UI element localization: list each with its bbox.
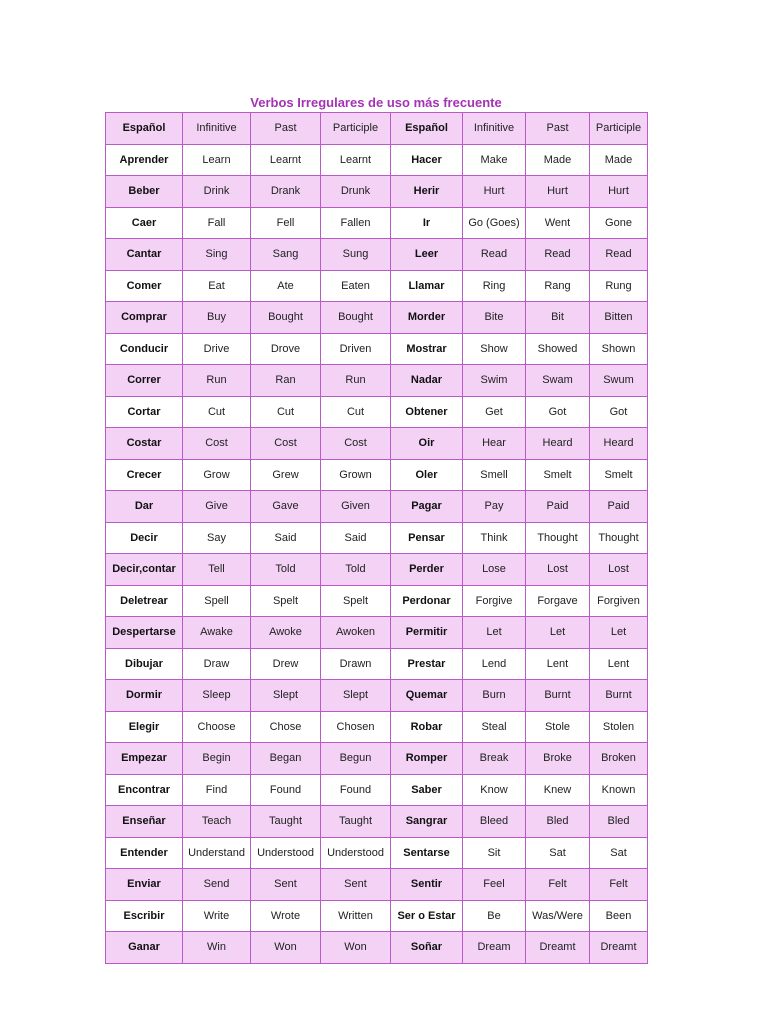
past-cell: Found [251, 774, 321, 806]
participle-cell: Heard [590, 428, 648, 460]
table-row [106, 302, 648, 334]
spanish-verb-cell: Soñar [391, 932, 463, 964]
infinitive-cell: Go (Goes) [463, 207, 526, 239]
table-row [106, 900, 648, 932]
infinitive-cell: Fall [183, 207, 251, 239]
participle-cell: Bled [590, 806, 648, 838]
spanish-verb-cell: Mostrar [391, 333, 463, 365]
participle-cell: Bought [321, 302, 391, 334]
participle-cell: Sent [321, 869, 391, 901]
spanish-verb-cell: Elegir [106, 711, 183, 743]
participle-cell: Gone [590, 207, 648, 239]
spanish-verb-cell: Prestar [391, 648, 463, 680]
spanish-verb-cell: Romper [391, 743, 463, 775]
header-infinitive-cell: Infinitive [183, 113, 251, 145]
spanish-verb-cell: Nadar [391, 365, 463, 397]
participle-cell: Forgiven [590, 585, 648, 617]
past-cell: Showed [526, 333, 590, 365]
spanish-verb-cell: Dar [106, 491, 183, 523]
infinitive-cell: Run [183, 365, 251, 397]
spanish-verb-cell: Obtener [391, 396, 463, 428]
infinitive-cell: Lose [463, 554, 526, 586]
past-cell: Sat [526, 837, 590, 869]
participle-cell: Let [590, 617, 648, 649]
past-cell: Cost [251, 428, 321, 460]
past-cell: Grew [251, 459, 321, 491]
past-cell: Sent [251, 869, 321, 901]
participle-cell: Got [590, 396, 648, 428]
spanish-verb-cell: Ganar [106, 932, 183, 964]
participle-cell: Learnt [321, 144, 391, 176]
past-cell: Chose [251, 711, 321, 743]
past-cell: Spelt [251, 585, 321, 617]
participle-cell: Hurt [590, 176, 648, 208]
spanish-verb-cell: Perdonar [391, 585, 463, 617]
table-row [106, 585, 648, 617]
participle-cell: Begun [321, 743, 391, 775]
participle-cell: Taught [321, 806, 391, 838]
participle-cell: Smelt [590, 459, 648, 491]
table-row [106, 459, 648, 491]
infinitive-cell: Feel [463, 869, 526, 901]
spanish-verb-cell: Conducir [106, 333, 183, 365]
past-cell: Slept [251, 680, 321, 712]
spanish-verb-cell: Permitir [391, 617, 463, 649]
spanish-verb-cell: Enviar [106, 869, 183, 901]
table-row [106, 774, 648, 806]
infinitive-cell: Know [463, 774, 526, 806]
participle-cell: Known [590, 774, 648, 806]
past-cell: Won [251, 932, 321, 964]
past-cell: Bit [526, 302, 590, 334]
infinitive-cell: Give [183, 491, 251, 523]
infinitive-cell: Tell [183, 554, 251, 586]
infinitive-cell: Drink [183, 176, 251, 208]
table-row [106, 869, 648, 901]
infinitive-cell: Draw [183, 648, 251, 680]
spanish-verb-cell: Robar [391, 711, 463, 743]
infinitive-cell: Forgive [463, 585, 526, 617]
past-cell: Rang [526, 270, 590, 302]
spanish-verb-cell: Quemar [391, 680, 463, 712]
participle-cell: Spelt [321, 585, 391, 617]
participle-cell: Burnt [590, 680, 648, 712]
infinitive-cell: Grow [183, 459, 251, 491]
past-cell: Lent [526, 648, 590, 680]
past-cell: Thought [526, 522, 590, 554]
infinitive-cell: Think [463, 522, 526, 554]
past-cell: Fell [251, 207, 321, 239]
past-cell: Broke [526, 743, 590, 775]
table-row [106, 365, 648, 397]
past-cell: Drank [251, 176, 321, 208]
infinitive-cell: Bite [463, 302, 526, 334]
participle-cell: Cost [321, 428, 391, 460]
past-cell: Read [526, 239, 590, 271]
past-cell: Bled [526, 806, 590, 838]
participle-cell: Fallen [321, 207, 391, 239]
past-cell: Went [526, 207, 590, 239]
table-row [106, 743, 648, 775]
infinitive-cell: Cut [183, 396, 251, 428]
past-cell: Awoke [251, 617, 321, 649]
participle-cell: Stolen [590, 711, 648, 743]
spanish-verb-cell: Llamar [391, 270, 463, 302]
past-cell: Bought [251, 302, 321, 334]
participle-cell: Grown [321, 459, 391, 491]
past-cell: Smelt [526, 459, 590, 491]
header-infinitive-cell: Infinitive [463, 113, 526, 145]
past-cell: Got [526, 396, 590, 428]
spanish-verb-cell: Decir [106, 522, 183, 554]
participle-cell: Driven [321, 333, 391, 365]
infinitive-cell: Read [463, 239, 526, 271]
infinitive-cell: Break [463, 743, 526, 775]
spanish-verb-cell: Saber [391, 774, 463, 806]
spanish-verb-cell: Leer [391, 239, 463, 271]
past-cell: Began [251, 743, 321, 775]
past-cell: Dreamt [526, 932, 590, 964]
participle-cell: Thought [590, 522, 648, 554]
past-cell: Said [251, 522, 321, 554]
participle-cell: Rung [590, 270, 648, 302]
infinitive-cell: Eat [183, 270, 251, 302]
infinitive-cell: Awake [183, 617, 251, 649]
participle-cell: Felt [590, 869, 648, 901]
spanish-verb-cell: Pagar [391, 491, 463, 523]
table-header-row [106, 113, 648, 145]
spanish-verb-cell: Herir [391, 176, 463, 208]
spanish-verb-cell: Caer [106, 207, 183, 239]
participle-cell: Bitten [590, 302, 648, 334]
infinitive-cell: Dream [463, 932, 526, 964]
infinitive-cell: Pay [463, 491, 526, 523]
past-cell: Hurt [526, 176, 590, 208]
infinitive-cell: Hurt [463, 176, 526, 208]
spanish-verb-cell: Cortar [106, 396, 183, 428]
infinitive-cell: Say [183, 522, 251, 554]
spanish-verb-cell: Encontrar [106, 774, 183, 806]
participle-cell: Paid [590, 491, 648, 523]
participle-cell: Swum [590, 365, 648, 397]
participle-cell: Sung [321, 239, 391, 271]
infinitive-cell: Ring [463, 270, 526, 302]
spanish-verb-cell: Pensar [391, 522, 463, 554]
spanish-verb-cell: Costar [106, 428, 183, 460]
participle-cell: Cut [321, 396, 391, 428]
spanish-verb-cell: Ir [391, 207, 463, 239]
infinitive-cell: Bleed [463, 806, 526, 838]
past-cell: Cut [251, 396, 321, 428]
spanish-verb-cell: Hacer [391, 144, 463, 176]
participle-cell: Lent [590, 648, 648, 680]
table-row [106, 932, 648, 964]
spanish-verb-cell: Correr [106, 365, 183, 397]
past-cell: Paid [526, 491, 590, 523]
infinitive-cell: Teach [183, 806, 251, 838]
spanish-verb-cell: Perder [391, 554, 463, 586]
infinitive-cell: Buy [183, 302, 251, 334]
header-past-cell: Past [526, 113, 590, 145]
past-cell: Knew [526, 774, 590, 806]
participle-cell: Sat [590, 837, 648, 869]
header-spanish-verb-cell: Español [391, 113, 463, 145]
participle-cell: Read [590, 239, 648, 271]
table-row [106, 176, 648, 208]
infinitive-cell: Send [183, 869, 251, 901]
table-row [106, 396, 648, 428]
spanish-verb-cell: Comer [106, 270, 183, 302]
header-past-cell: Past [251, 113, 321, 145]
past-cell: Wrote [251, 900, 321, 932]
past-cell: Was/Were [526, 900, 590, 932]
infinitive-cell: Get [463, 396, 526, 428]
participle-cell: Told [321, 554, 391, 586]
past-cell: Told [251, 554, 321, 586]
past-cell: Learnt [251, 144, 321, 176]
infinitive-cell: Write [183, 900, 251, 932]
past-cell: Drew [251, 648, 321, 680]
participle-cell: Drawn [321, 648, 391, 680]
past-cell: Heard [526, 428, 590, 460]
infinitive-cell: Understand [183, 837, 251, 869]
table-row [106, 522, 648, 554]
past-cell: Forgave [526, 585, 590, 617]
past-cell: Ate [251, 270, 321, 302]
participle-cell: Chosen [321, 711, 391, 743]
participle-cell: Lost [590, 554, 648, 586]
table-row [106, 428, 648, 460]
infinitive-cell: Spell [183, 585, 251, 617]
table-row [106, 207, 648, 239]
infinitive-cell: Be [463, 900, 526, 932]
infinitive-cell: Let [463, 617, 526, 649]
header-participle-cell: Participle [321, 113, 391, 145]
infinitive-cell: Steal [463, 711, 526, 743]
spanish-verb-cell: Dormir [106, 680, 183, 712]
infinitive-cell: Sit [463, 837, 526, 869]
participle-cell: Won [321, 932, 391, 964]
participle-cell: Given [321, 491, 391, 523]
participle-cell: Been [590, 900, 648, 932]
participle-cell: Broken [590, 743, 648, 775]
participle-cell: Made [590, 144, 648, 176]
past-cell: Gave [251, 491, 321, 523]
spanish-verb-cell: Sangrar [391, 806, 463, 838]
spanish-verb-cell: Beber [106, 176, 183, 208]
participle-cell: Eaten [321, 270, 391, 302]
table-row [106, 270, 648, 302]
spanish-verb-cell: Sentir [391, 869, 463, 901]
infinitive-cell: Drive [183, 333, 251, 365]
past-cell: Made [526, 144, 590, 176]
participle-cell: Found [321, 774, 391, 806]
infinitive-cell: Show [463, 333, 526, 365]
infinitive-cell: Begin [183, 743, 251, 775]
participle-cell: Dreamt [590, 932, 648, 964]
spanish-verb-cell: Entender [106, 837, 183, 869]
table-row [106, 554, 648, 586]
participle-cell: Awoken [321, 617, 391, 649]
table-row [106, 239, 648, 271]
participle-cell: Understood [321, 837, 391, 869]
spanish-verb-cell: Deletrear [106, 585, 183, 617]
past-cell: Ran [251, 365, 321, 397]
infinitive-cell: Cost [183, 428, 251, 460]
irregular-verbs-table [105, 112, 648, 964]
past-cell: Let [526, 617, 590, 649]
table-row [106, 680, 648, 712]
infinitive-cell: Lend [463, 648, 526, 680]
participle-cell: Run [321, 365, 391, 397]
participle-cell: Slept [321, 680, 391, 712]
spanish-verb-cell: Despertarse [106, 617, 183, 649]
spanish-verb-cell: Comprar [106, 302, 183, 334]
header-spanish-verb-cell: Español [106, 113, 183, 145]
past-cell: Understood [251, 837, 321, 869]
past-cell: Burnt [526, 680, 590, 712]
infinitive-cell: Learn [183, 144, 251, 176]
past-cell: Swam [526, 365, 590, 397]
spanish-verb-cell: Oir [391, 428, 463, 460]
past-cell: Stole [526, 711, 590, 743]
infinitive-cell: Swim [463, 365, 526, 397]
past-cell: Lost [526, 554, 590, 586]
table-row [106, 711, 648, 743]
spanish-verb-cell: Cantar [106, 239, 183, 271]
header-participle-cell: Participle [590, 113, 648, 145]
past-cell: Drove [251, 333, 321, 365]
spanish-verb-cell: Crecer [106, 459, 183, 491]
infinitive-cell: Choose [183, 711, 251, 743]
table-row [106, 648, 648, 680]
table-row [106, 837, 648, 869]
infinitive-cell: Hear [463, 428, 526, 460]
table-row [106, 333, 648, 365]
spanish-verb-cell: Sentarse [391, 837, 463, 869]
past-cell: Sang [251, 239, 321, 271]
spanish-verb-cell: Enseñar [106, 806, 183, 838]
infinitive-cell: Win [183, 932, 251, 964]
table-row [106, 617, 648, 649]
past-cell: Felt [526, 869, 590, 901]
spanish-verb-cell: Empezar [106, 743, 183, 775]
table-row [106, 491, 648, 523]
infinitive-cell: Sing [183, 239, 251, 271]
infinitive-cell: Find [183, 774, 251, 806]
table-row [106, 806, 648, 838]
page-title: Verbos Irregulares de uso más frecuente [250, 95, 502, 110]
participle-cell: Written [321, 900, 391, 932]
table-row [106, 144, 648, 176]
spanish-verb-cell: Decir,contar [106, 554, 183, 586]
spanish-verb-cell: Escribir [106, 900, 183, 932]
infinitive-cell: Make [463, 144, 526, 176]
spanish-verb-cell: Dibujar [106, 648, 183, 680]
participle-cell: Shown [590, 333, 648, 365]
spanish-verb-cell: Aprender [106, 144, 183, 176]
spanish-verb-cell: Ser o Estar [391, 900, 463, 932]
infinitive-cell: Burn [463, 680, 526, 712]
infinitive-cell: Smell [463, 459, 526, 491]
participle-cell: Drunk [321, 176, 391, 208]
participle-cell: Said [321, 522, 391, 554]
spanish-verb-cell: Oler [391, 459, 463, 491]
infinitive-cell: Sleep [183, 680, 251, 712]
past-cell: Taught [251, 806, 321, 838]
spanish-verb-cell: Morder [391, 302, 463, 334]
